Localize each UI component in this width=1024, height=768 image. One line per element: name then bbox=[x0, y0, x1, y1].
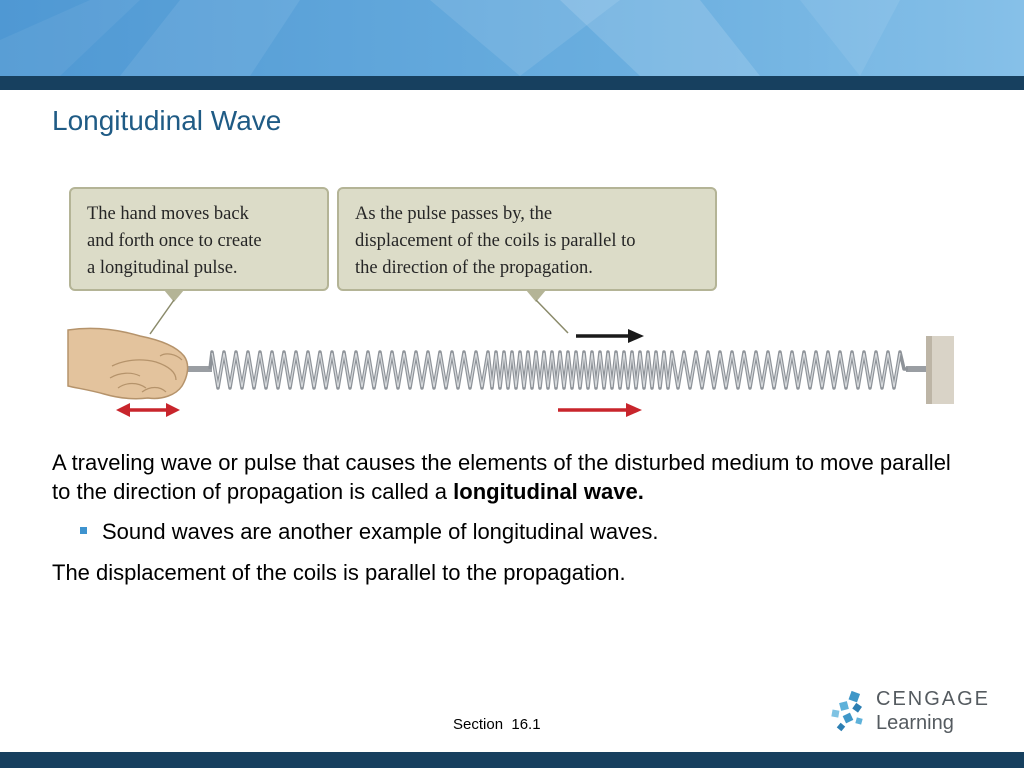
cengage-mark-icon bbox=[830, 690, 872, 736]
definition-text: A traveling wave or pulse that causes the elements of the disturbed medium to move parallel to the direction of propagation is called a bbox=[52, 450, 951, 504]
callout-line: The hand moves back bbox=[87, 204, 249, 224]
callout-line: As the pulse passes by, the bbox=[355, 204, 553, 224]
callout-hand-motion bbox=[69, 187, 329, 291]
callout-left-leader bbox=[150, 300, 174, 334]
slide-body bbox=[52, 448, 972, 587]
callout-right-leader bbox=[536, 300, 568, 333]
callout-line: displacement of the coils is parallel to bbox=[355, 231, 636, 251]
bullet-text: Sound waves are another example of longitudinal waves. bbox=[102, 519, 659, 544]
slide-title: Longitudinal Wave bbox=[52, 105, 282, 136]
logo-wordmark-line1: CENGAGE bbox=[876, 688, 991, 710]
callout-line: the direction of the propagation. bbox=[355, 258, 593, 278]
section-label: Section 16.1 bbox=[453, 716, 541, 733]
logo-wordmark-line2: Learning bbox=[876, 712, 954, 734]
wall-rod bbox=[906, 366, 926, 372]
callout-line: and forth once to create bbox=[87, 231, 262, 251]
top-banner bbox=[0, 0, 1024, 90]
bottom-bar bbox=[0, 752, 1024, 768]
bullet-square-icon bbox=[80, 527, 87, 534]
displacement-paragraph: The displacement of the coils is parallel to the propagation. bbox=[52, 560, 626, 585]
callout-pulse-displacement bbox=[337, 187, 717, 291]
hand-motion-arrow bbox=[116, 403, 180, 417]
propagation-arrow bbox=[576, 329, 644, 343]
hand-illustration bbox=[68, 328, 188, 398]
bullet-item bbox=[102, 517, 972, 546]
definition-term: longitudinal wave. bbox=[453, 479, 644, 504]
callout-line: a longitudinal pulse. bbox=[87, 258, 238, 278]
displacement-arrow bbox=[558, 403, 642, 417]
cengage-logo bbox=[830, 688, 990, 740]
definition-paragraph bbox=[52, 448, 972, 506]
